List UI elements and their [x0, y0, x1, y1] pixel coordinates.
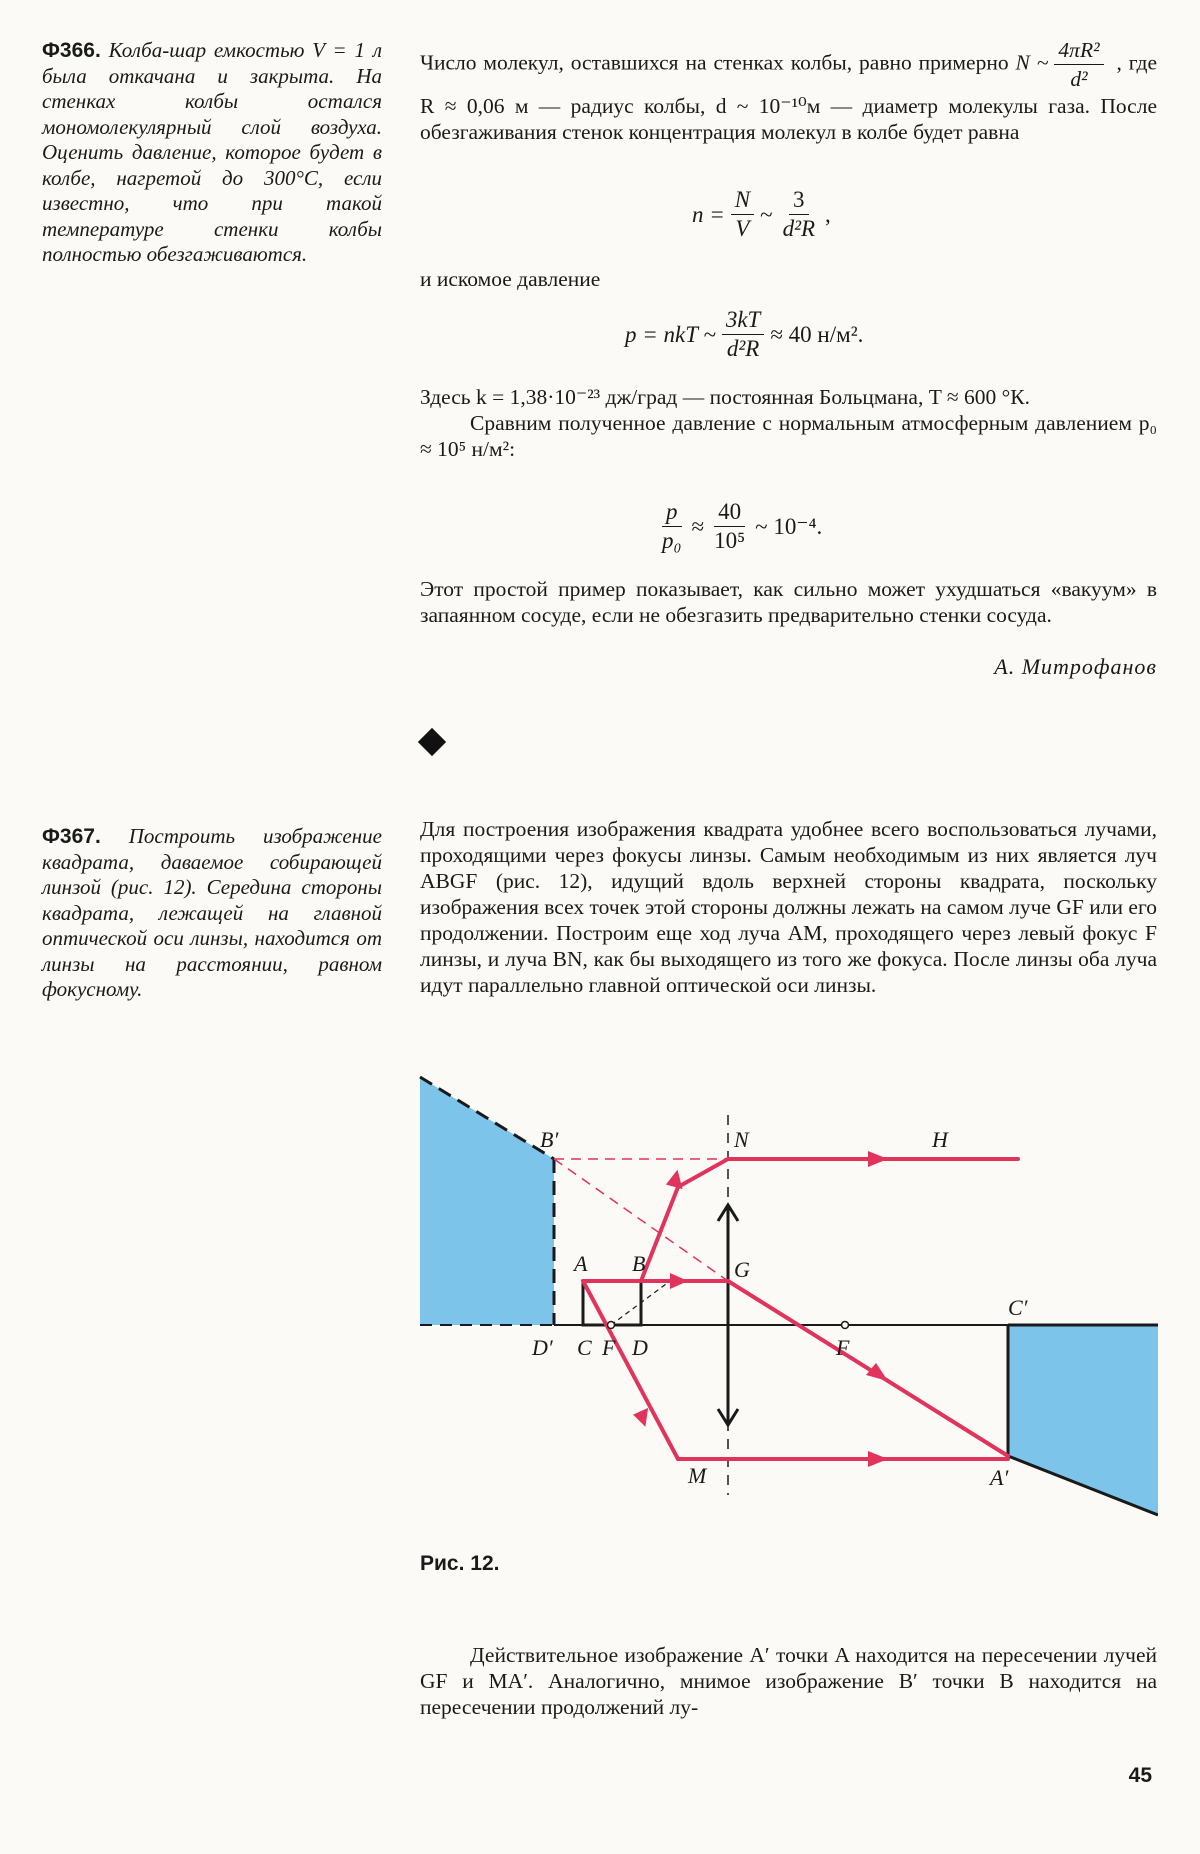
arrow-m-a-prime-icon [868, 1451, 888, 1467]
separator-diamond-icon [418, 728, 446, 756]
eq4-f2-den: 10⁵ [714, 528, 746, 553]
solution-366-para4-text: Сравним полученное давление с нормальным атмосферным давлением p₀ ≈ 10⁵ н/м²: [420, 411, 1157, 461]
eq1-fraction [1054, 36, 1103, 93]
ray-bn-upper [678, 1159, 728, 1187]
problem-367-text: Построить изображение квадрата, даваемое собирающей линзой (рис. 12). Середина стороны квадрата, лежащей на главной оптической оси линзы, находится от линзы на расстоянии, равном фокусному. [42, 824, 382, 1001]
ray-am [583, 1281, 678, 1459]
virtual-image-region [420, 1077, 554, 1325]
solution-366-para3 [420, 384, 1157, 462]
label-c: C [577, 1335, 592, 1360]
arrow-ab-icon [670, 1273, 688, 1289]
solution-366-para2 [420, 266, 1157, 292]
focus-left-point [608, 1322, 615, 1329]
label-f-right: F [836, 1335, 850, 1360]
solution-367-para2 [420, 1642, 1157, 1720]
page-number: 45 [1128, 1764, 1152, 1787]
eq2-f1-den: V [735, 216, 750, 241]
eq3-den: d²R [726, 336, 760, 361]
author: А. Митрофанов [994, 654, 1157, 679]
figure-caption: Рис. 12. [420, 1552, 500, 1575]
solution-366-para1 [420, 36, 1157, 145]
ray-gf-a-prime [728, 1281, 1008, 1456]
eq2-sim: ~ [760, 201, 773, 227]
eq4-f1-den: p₀ [662, 528, 682, 553]
problem-367-statement [42, 824, 382, 1003]
eq2-tail: , [825, 201, 831, 227]
solution-366-para5-text: Этот простой пример показывает, как сильно может ухудшаться «вакуум» в запаянном сосуде, если не обезгазить предварительно стенки сосуда. [420, 577, 1157, 627]
arrow-am-icon [632, 1408, 651, 1429]
figure-12 [418, 1075, 1158, 1545]
label-f-left: F [602, 1335, 616, 1360]
eq4 [652, 498, 822, 555]
eq2-f2-num: 3 [789, 186, 809, 215]
eq2-lhs: n = [692, 201, 725, 227]
label-m: M [688, 1463, 707, 1488]
eq1-denominator: d² [1070, 67, 1088, 91]
eq3-rhs: ≈ 40 н/м². [770, 321, 864, 347]
problem-367-number: Ф367. [42, 825, 101, 848]
solution-366-para2-text: и искомое давление [420, 267, 601, 291]
eq4-f2-num: 40 [714, 498, 745, 527]
eq4-f1-num: p [662, 498, 682, 527]
eq3 [625, 306, 863, 363]
label-g: G [734, 1257, 750, 1282]
eq2 [692, 186, 831, 243]
problem-366-statement [42, 38, 382, 268]
label-n: N [734, 1127, 749, 1152]
label-d-prime: D′ [532, 1335, 553, 1360]
problem-366-text: Колба-шар емкостью V = 1 л была откачана и закрыта. На стенках колбы остался мономолекулярный слой воздуха. Оценить давление, которое будет в колбе, нагретой до 300°С, если известно, что при такой температуре стенки колбы полностью обезгаживаются. [42, 38, 383, 266]
eq3-num: 3kT [722, 306, 765, 335]
solution-367-para2-text: Действительное изображение A′ точки A находится на пересечении лучей GF и MA′. Аналогично, мнимое изображение B′ точки B находится на пересечении продолжений лу- [420, 1643, 1157, 1719]
arrow-bn-icon [662, 1170, 684, 1194]
problem-366-number: Ф366. [42, 39, 101, 62]
label-h: H [932, 1127, 948, 1152]
label-b: B [632, 1251, 646, 1276]
arrow-gf-icon [866, 1363, 888, 1381]
eq3-fraction [722, 306, 765, 363]
eq2-f1-num: N [731, 186, 754, 215]
ray-bn-lower [641, 1187, 678, 1281]
eq1-numerator: 4πR² [1054, 36, 1103, 65]
eq2-f2-den: d²R [782, 216, 816, 241]
label-c-prime: C′ [1008, 1295, 1028, 1320]
eq1-lhs-inline: N ~ [1015, 50, 1049, 75]
focus-right-point [842, 1322, 849, 1329]
eq2-fraction-2 [779, 186, 819, 243]
label-a: A [574, 1251, 588, 1276]
eq4-fraction-1 [658, 498, 686, 555]
solution-366-text-b: , где R ≈ 0,06 м — радиус колбы, d ~ 10⁻¹⁰м — диаметр молекулы газа. После обезгаживания стенок концентрация молекул в колбе будет равна [420, 50, 1158, 144]
solution-366-para3-text: Здесь k = 1,38·10⁻²³ дж/град — постоянная Больцмана, T ≈ 600 °К. [420, 385, 1030, 409]
arrow-nh-icon [868, 1151, 888, 1167]
solution-367-para1-text: Для построения изображения квадрата удобнее всего воспользоваться лучами, проходящими через фокусы линзы. Самым необходимым из них является луч ABGF (рис. 12), идущий вдоль верхней стороны квадрата, поскольку изображения всех точек этой стороны должны лежать на самом луче GF или его продолжении. Построим еще ход луча AM, проходящего через левый фокус F линзы, и луча BN, как бы выходящего из того же фокуса. После линзы оба луча идут параллельно главной оптической оси линзы. [420, 817, 1157, 997]
solution-366-text-a: Число молекул, оставшихся на стенках колбы, равно примерно [420, 50, 1009, 75]
eq2-fraction-1 [731, 186, 754, 243]
eq4-fraction-2 [710, 498, 749, 555]
eq4-rhs: ~ 10⁻⁴. [755, 513, 823, 539]
eq4-approx: ≈ [691, 513, 705, 539]
square-abcd [583, 1281, 641, 1325]
label-a-prime: A′ [990, 1465, 1009, 1490]
solution-367-para1 [420, 816, 1157, 998]
label-b-prime: B′ [540, 1127, 559, 1152]
label-d: D [632, 1335, 648, 1360]
solution-366-para5 [420, 576, 1157, 628]
eq3-lhs: p = nkT ~ [625, 321, 716, 347]
